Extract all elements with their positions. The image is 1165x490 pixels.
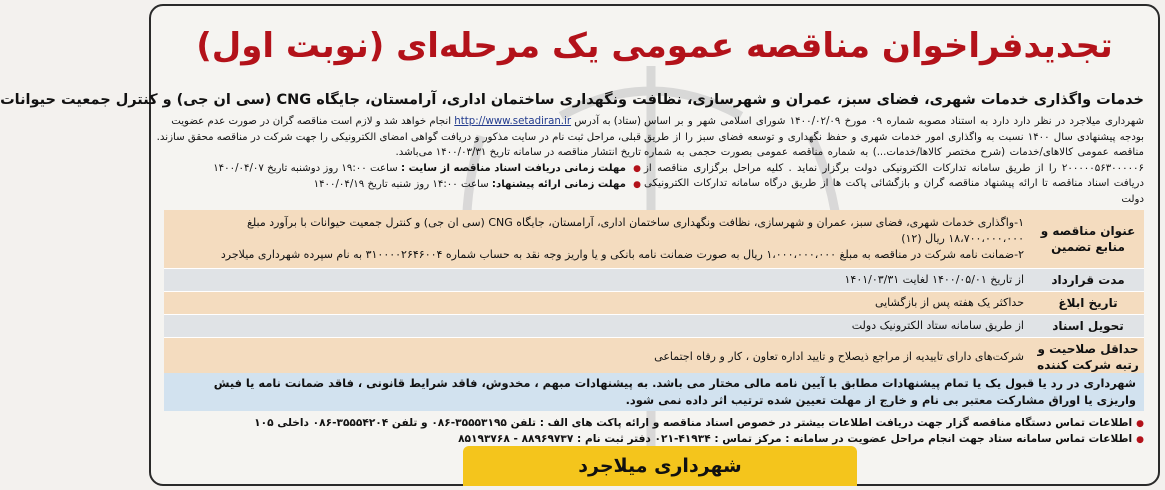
row-value: ۱-واگذاری خدمات شهری، فضای سبز، عمران و شهرسازی، نظافت ونگهداری ساختمان اداری، آرامستان، جایگاه CNG (سی ان جی) و کنترل جمعیت حیوانات با برآورد مبلغ ۱۸،۷۰۰،۰۰۰،۰۰۰ ریال (۱۲) ۲-ضمانت نامه شرکت در مناقصه به مبلغ ۱،۰۰۰،۰۰۰،۰۰۰ ریال به صورت ضمانت نامه بانکی و یا واریز وجه نقد به حساب شماره ۳۱۰۰۰۰۲۶۴۶۰۰۴ به نام سپرده شهرداری میلاجرد — [220, 216, 1024, 261]
row-label: عنوان مناقصه و منابع تضمین — [1040, 224, 1136, 254]
intro-line-3: تاریخ انتشار مناقصه در سامانه تاریخ ۱۴۰۰/۰۳/۳۱ می‌باشد. — [395, 147, 641, 159]
table-row — [164, 210, 1144, 269]
page-subtitle: خدمات واگذاری خدمات شهری، فضای سبز، عمران و شهرسازی، نظافت ونگهداری ساختمان اداری، آرامستان، جایگاه CNG (سی ان جی) و کنترل جمعیت حیوانات — [0, 92, 1144, 108]
notice-frame — [0, 4, 1160, 486]
contact-tender-office: ● اطلاعات تماس دستگاه مناقصه گزار جهت دریافت اطلاعات بیشتر در خصوص اسناد مناقصه و ارائه پاکت های الف : تلفن ۳۵۵۵۳۱۹۵-۰۸۶ و تلفن ۳۵۵۵۴۲۰۴-۰۸۶ داخلی ۱۰۵ — [164, 416, 1144, 431]
intro-continued — [156, 114, 641, 194]
row-label: مدت قرارداد — [1051, 273, 1125, 287]
table-row — [164, 269, 1144, 292]
intro-line-1: (ستاد) به آدرس http://www.setadiran.ir انجام خواهد شد و لازم است مناقصه گران در صورت عدم عضویت — [171, 116, 641, 127]
conditions-notice: شهرداری در رد یا قبول یک یا تمام پیشنهادات مطابق با آیین نامه مالی مختار می باشد. به پیشنهادات مبهم ، مخدوش، فاقد شرایط قانونی ، فاقد ضمانت نامه یا فیش واریزی یا اوراق مشارکت معتبر بی نام و خارج از مهلت تعیین شده ترتیب اثر داده نمی شود. — [164, 373, 1144, 411]
row-label: تحویل اسناد — [1052, 319, 1124, 333]
intro-line-2: قبلی، مراحل ثبت نام در سایت مذکور و دریافت گواهی امضای الکترونیکی را جهت شرکت در مناقصه محقق سازند. — [156, 131, 641, 143]
deadline-proposals: ● مهلت زمانی ارائه پیشنهاد: ساعت ۱۴:۰۰ روز شنبه تاریخ ۱۴۰۰/۰۴/۱۹ — [171, 177, 641, 194]
contact-setad: ● اطلاعات تماس سامانه ستاد جهت انجام مراحل عضویت در سامانه : مرکز تماس : ۴۱۹۳۴-۰۲۱ دفتر ثبت نام : ۸۸۹۶۹۷۳۷ - ۸۵۱۹۳۷۶۸ — [164, 432, 1144, 447]
deadline-documents: ● مهلت زمانی دریافت اسناد مناقصه از سایت : ساعت ۱۹:۰۰ روز دوشنبه تاریخ ۱۴۰۰/۰۴/۰۷ — [171, 161, 641, 178]
row-value: حداکثر یک هفته پس از بازگشایی — [874, 296, 1024, 309]
row-value: شرکت‌های دارای تاییدیه از مراجع ذیصلاح و تایید اداره تعاون ، کار و رفاه اجتماعی — [654, 350, 1024, 363]
intro-paragraph: شهرداری میلاجرد در نظر دارد دارد به استناد مصوبه شماره ۰۹ مورخ ۱۴۰۰/۰۲/۰۹ شورای اسلامی شهر و بر اساس بودجه پیشنهادی سال ۱۴۰۰ نسبت به واگذاری امور خدمات شهری و حفظ نگهداری و توسعه فضای سبز را از طریق مناقصه عمومی کالاهای/خدمات (شرح مختصر کالاها/خدمات...) به شماره مناقصه عمومی بصورت حجمی به شماره ۲۰۰۰۰۰۵۶۳۰۰۰۰۰۶ را از طریق سامانه تدارکات الکترونیکی دولت برگزار نماید . کلیه مراحل برگزاری مناقصه از دریافت اسناد مناقصه تا ارائه پیشنهاد مناقصه گران و بازگشائی پاکت ها از طریق درگاه سامانه تدارکات الکترونیکی دولت — [644, 116, 1144, 205]
table-row — [164, 292, 1144, 315]
setad-link[interactable]: http://www.setadiran.ir — [454, 116, 572, 127]
footer-municipality: شهرداری میلاجرد — [463, 446, 857, 486]
row-label: حداقل صلاحیت و رتبه شرکت کننده — [1037, 342, 1139, 372]
table-row — [164, 315, 1144, 338]
row-value: از طریق سامانه ستاد الکترونیک دولت — [851, 319, 1024, 332]
row-value: از تاریخ ۱۴۰۰/۰۵/۰۱ لغایت ۱۴۰۱/۰۳/۳۱ — [844, 273, 1024, 286]
page-title: تجدیدفراخوان مناقصه عمومی یک مرحله‌ای (نوبت اول) — [196, 26, 1113, 66]
tender-details-table — [164, 210, 1144, 377]
table-row — [164, 338, 1144, 377]
row-label: تاریخ ابلاغ — [1058, 296, 1118, 310]
